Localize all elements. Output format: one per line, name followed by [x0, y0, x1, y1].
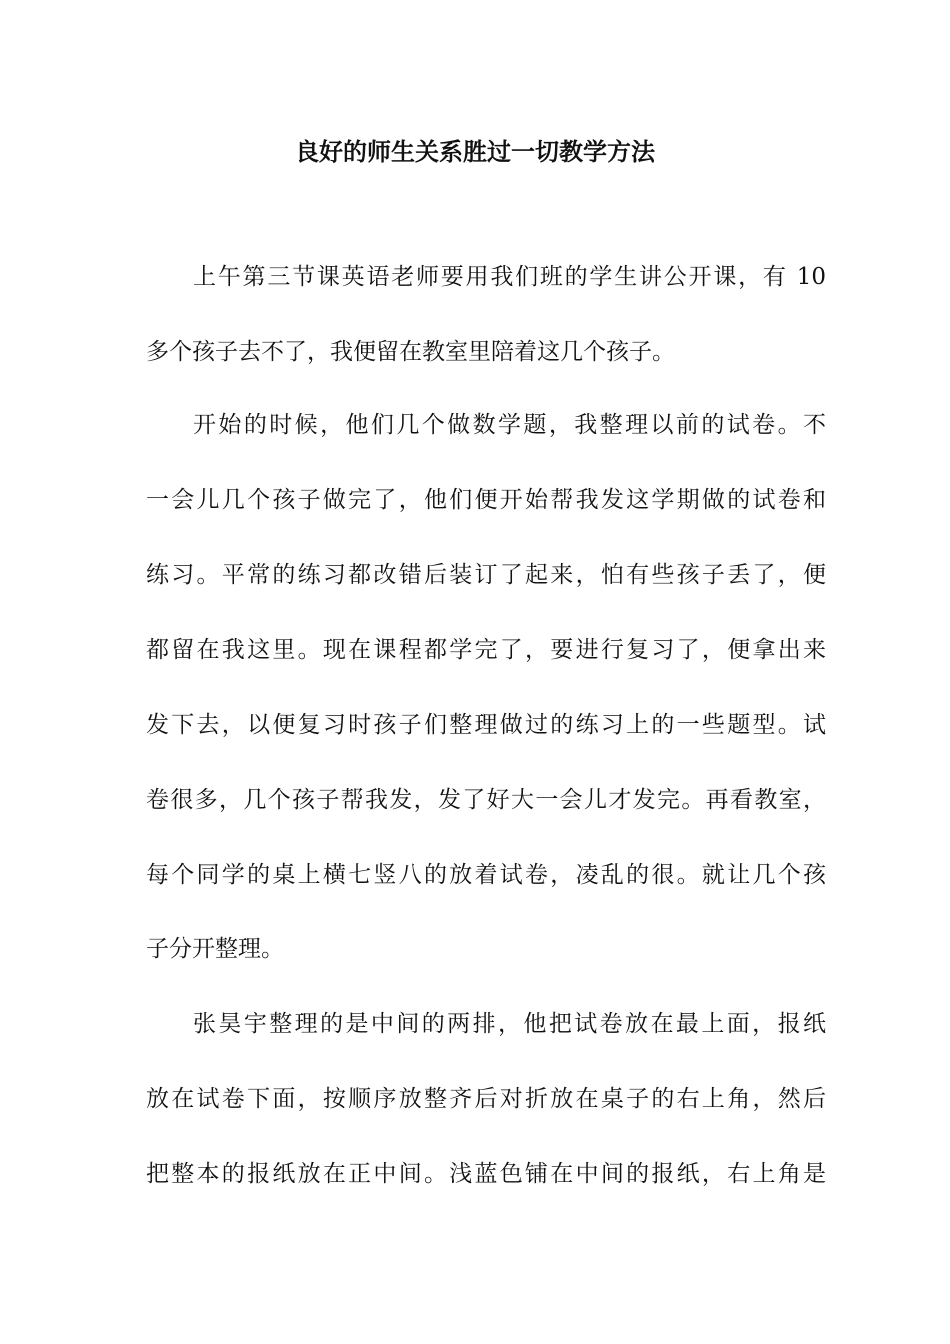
paragraph-3-line-3: 把整本的报纸放在正中间。浅蓝色铺在中间的报纸，右上角是	[146, 1161, 826, 1187]
document-title: 良好的师生关系胜过一切教学方法	[295, 137, 655, 166]
paragraph-2-line-3: 练习。平常的练习都改错后装订了起来，怕有些孩子丢了，便	[146, 562, 826, 588]
paragraph-3-line-2: 放在试卷下面，按顺序放整齐后对折放在桌子的右上角，然后	[146, 1086, 826, 1112]
paragraph-2-line-4: 都留在我这里。现在课程都学完了，要进行复习了，便拿出来	[146, 637, 826, 663]
paragraph-2-line-6: 卷很多，几个孩子帮我发，发了好大一会儿才发完。再看教室，	[146, 787, 826, 813]
paragraph-2-line-8: 子分开整理。	[146, 936, 284, 962]
paragraph-2-line-2: 一会儿几个孩子做完了，他们便开始帮我发这学期做的试卷和	[146, 487, 826, 513]
paragraph-2-line-1: 开始的时候，他们几个做数学题，我整理以前的试卷。不	[193, 412, 826, 438]
paragraph-2-line-7: 每个同学的桌上横七竖八的放着试卷，凌乱的很。就让几个孩	[146, 862, 826, 888]
paragraph-1-line-2: 多个孩子去不了，我便留在教室里陪着这几个孩子。	[146, 339, 675, 365]
paragraph-3-line-1: 张昊宇整理的是中间的两排，他把试卷放在最上面，报纸	[193, 1011, 826, 1037]
paragraph-2-line-5: 发下去，以便复习时孩子们整理做过的练习上的一些题型。试	[146, 712, 826, 738]
paragraph-1-line-1: 上午第三节课英语老师要用我们班的学生讲公开课，有 10	[193, 264, 826, 290]
